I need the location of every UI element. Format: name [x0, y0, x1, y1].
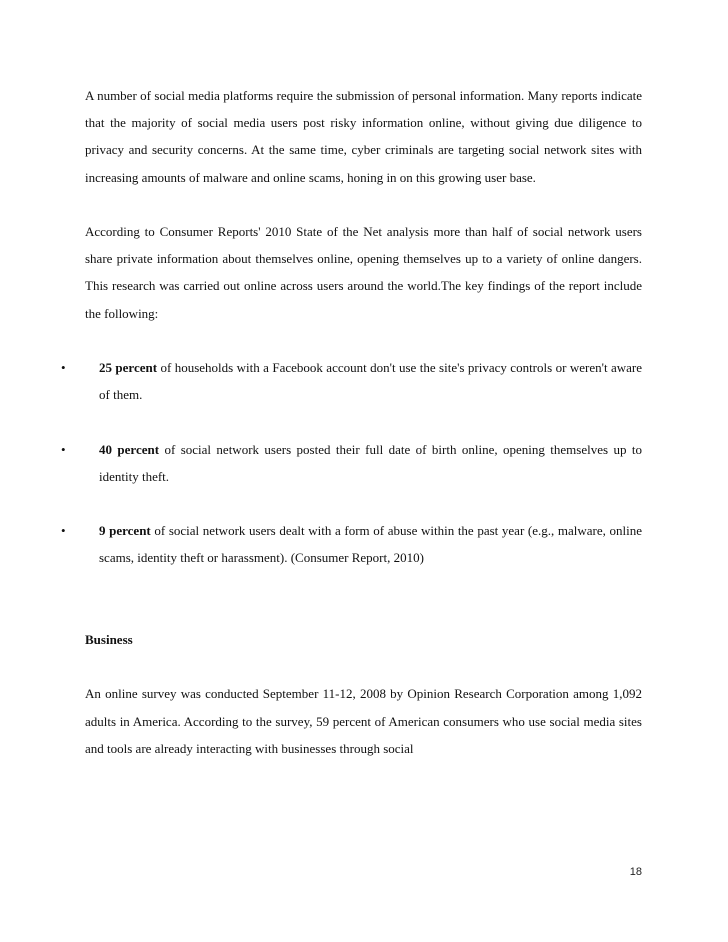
list-item-date-of-birth	[61, 436, 642, 490]
page-number: 18	[629, 866, 642, 878]
bullet-description: of social network users posted their full date of birth online, opening themselves up to identity theft.	[99, 441, 642, 484]
paragraph-personal-information: A number of social media platforms require the submission of personal information. Many reports indicate that the majority of social media users post risky information online, without giving due diligence to privacy and security concerns. At the same time, cyber criminals are targeting social network sites with increasing amounts of malware and online scams, honing in on this growing user base.	[85, 88, 642, 185]
key-findings-list	[61, 354, 642, 572]
bullet-text	[99, 354, 642, 408]
section-heading-business: Business	[85, 631, 133, 647]
bullet-stat: 9 percent	[99, 523, 151, 539]
paragraph-consumer-reports: According to Consumer Reports' 2010 State of the Net analysis more than half of social network users share private information about themselves online, opening themselves up to a variety of online dangers. This research was carried out online across users around the world.The key findings of the report include the following:	[85, 224, 642, 321]
paragraph-online-survey: An online survey was conducted September 11-12, 2008 by Opinion Research Corporation among 1,092 adults in America. According to the survey, 59 percent of American consumers who use social media sites and tools are already interacting with businesses through social	[85, 686, 642, 756]
page-content	[61, 82, 642, 762]
list-item-abuse	[61, 517, 642, 571]
bullet-description: of households with a Facebook account don't use the site's privacy controls or weren't aware of them.	[99, 360, 642, 403]
list-item-facebook-privacy	[61, 354, 642, 408]
bullet-icon: •	[61, 523, 66, 539]
bullet-icon: •	[61, 360, 66, 375]
bullet-description: of social network users dealt with a form of abuse within the past year (e.g., malware, online scams, identity theft or harassment). (Consumer Report, 2010)	[99, 523, 642, 566]
bullet-text	[99, 517, 642, 571]
bullet-text	[99, 436, 642, 490]
bullet-stat: 40 percent	[99, 441, 160, 457]
bullet-stat: 25 percent	[99, 360, 158, 375]
bullet-icon: •	[61, 441, 66, 457]
